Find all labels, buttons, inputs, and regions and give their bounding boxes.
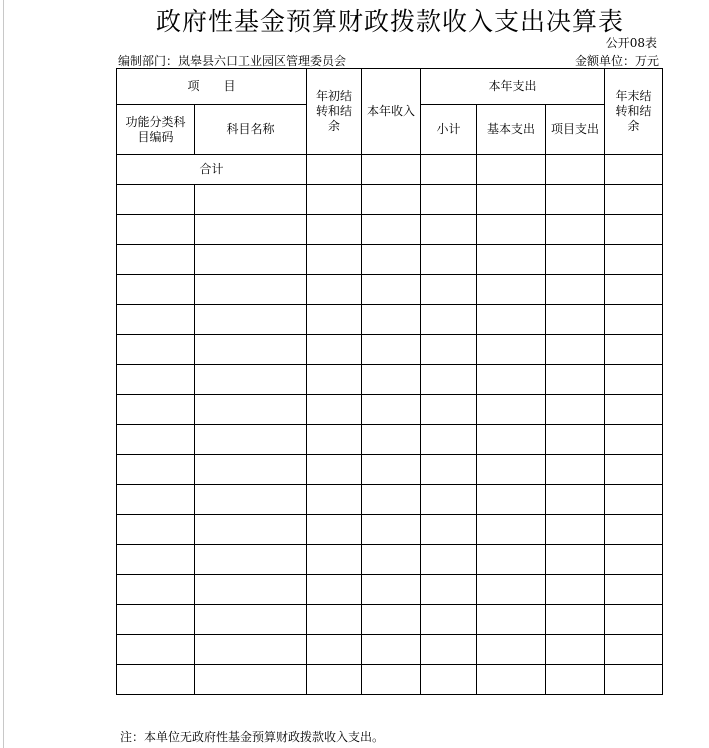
header-begin-balance-text: 年初结转和结余	[316, 89, 353, 133]
table-row	[117, 335, 663, 365]
table-cell	[546, 455, 605, 485]
table-cell	[605, 215, 663, 245]
table-cell	[195, 455, 307, 485]
table-cell	[195, 335, 307, 365]
table-cell	[307, 455, 362, 485]
table-cell	[362, 455, 421, 485]
table-cell	[546, 335, 605, 365]
table-cell	[195, 245, 307, 275]
table-cell	[307, 365, 362, 395]
table-cell	[362, 605, 421, 635]
table-row	[117, 365, 663, 395]
table-cell	[477, 365, 546, 395]
table-cell	[195, 515, 307, 545]
table-cell	[307, 395, 362, 425]
table-cell	[546, 275, 605, 305]
table-cell	[605, 635, 663, 665]
table-cell	[362, 185, 421, 215]
table-cell	[546, 485, 605, 515]
table-cell	[477, 305, 546, 335]
table-cell	[546, 305, 605, 335]
total-cell	[546, 155, 605, 185]
table-cell	[362, 665, 421, 695]
table-cell	[195, 545, 307, 575]
table-cell	[546, 665, 605, 695]
table-cell	[117, 665, 195, 695]
table-cell	[421, 245, 477, 275]
table-cell	[117, 215, 195, 245]
table-cell	[605, 245, 663, 275]
table-cell	[421, 485, 477, 515]
table-row	[117, 575, 663, 605]
table-row	[117, 635, 663, 665]
total-cell	[307, 155, 362, 185]
table-row	[117, 455, 663, 485]
table-cell	[195, 605, 307, 635]
table-cell	[117, 575, 195, 605]
header-basic: 基本支出	[477, 105, 546, 155]
table-cell	[362, 365, 421, 395]
table-cell	[477, 215, 546, 245]
table-cell	[307, 335, 362, 365]
table-cell	[477, 635, 546, 665]
table-cell	[307, 545, 362, 575]
table-cell	[421, 185, 477, 215]
total-row	[117, 155, 663, 185]
table-cell	[477, 545, 546, 575]
header-item: 项 目	[117, 69, 307, 105]
table-cell	[605, 605, 663, 635]
table-cell	[307, 275, 362, 305]
table-cell	[195, 275, 307, 305]
table-row	[117, 485, 663, 515]
table-cell	[195, 485, 307, 515]
header-subtotal: 小计	[421, 105, 477, 155]
table-row	[117, 185, 663, 215]
table-cell	[117, 485, 195, 515]
table-cell	[307, 425, 362, 455]
table-cell	[546, 575, 605, 605]
table-cell	[477, 605, 546, 635]
table-cell	[477, 245, 546, 275]
table-row	[117, 515, 663, 545]
table-cell	[546, 515, 605, 545]
table-cell	[195, 185, 307, 215]
table-cell	[195, 635, 307, 665]
table-cell	[195, 365, 307, 395]
table-cell	[546, 395, 605, 425]
table-cell	[421, 455, 477, 485]
table-cell	[307, 185, 362, 215]
table-cell	[421, 575, 477, 605]
table-cell	[362, 485, 421, 515]
table-row	[117, 215, 663, 245]
table-cell	[477, 485, 546, 515]
table-cell	[421, 635, 477, 665]
table-cell	[605, 575, 663, 605]
table-cell	[477, 455, 546, 485]
table-cell	[477, 575, 546, 605]
total-cell	[421, 155, 477, 185]
header-func-code	[117, 105, 195, 155]
table-cell	[117, 395, 195, 425]
table-cell	[546, 635, 605, 665]
table-cell	[362, 305, 421, 335]
table-cell	[421, 275, 477, 305]
table-cell	[195, 215, 307, 245]
header-end-balance	[605, 69, 663, 155]
budget-table	[116, 68, 663, 695]
table-cell	[195, 395, 307, 425]
table-cell	[605, 425, 663, 455]
table-cell	[362, 545, 421, 575]
header-subject-name: 科目名称	[195, 105, 307, 155]
unit-label: 金额单位：万元	[574, 54, 659, 68]
table-cell	[362, 275, 421, 305]
total-cell	[477, 155, 546, 185]
table-row	[117, 665, 663, 695]
table-cell	[477, 395, 546, 425]
table-cell	[307, 515, 362, 545]
table-cell	[195, 305, 307, 335]
table-cell	[605, 305, 663, 335]
table-cell	[117, 545, 195, 575]
table-cell	[307, 665, 362, 695]
table-cell	[117, 425, 195, 455]
table-cell	[421, 425, 477, 455]
table-row	[117, 425, 663, 455]
total-cell	[605, 155, 663, 185]
table-cell	[605, 275, 663, 305]
table-cell	[546, 425, 605, 455]
table-cell	[546, 215, 605, 245]
table-cell	[307, 215, 362, 245]
table-cell	[362, 575, 421, 605]
department-label: 编制部门：岚皋县六口工业园区管理委员会	[118, 54, 347, 68]
table-cell	[117, 305, 195, 335]
header-func-code-text: 功能分类科目编码	[125, 114, 186, 144]
table-cell	[546, 605, 605, 635]
table-cell	[195, 425, 307, 455]
table-cell	[117, 605, 195, 635]
footnote: 注：本单位无政府性基金预算财政拨款收入支出。	[120, 730, 385, 744]
table-cell	[421, 605, 477, 635]
table-cell	[477, 425, 546, 455]
table-cell	[605, 545, 663, 575]
table-cell	[307, 245, 362, 275]
table-cell	[362, 245, 421, 275]
table-cell	[117, 335, 195, 365]
table-cell	[546, 245, 605, 275]
table-cell	[605, 365, 663, 395]
table-row	[117, 545, 663, 575]
table-cell	[117, 515, 195, 545]
form-number: 公开08表	[605, 36, 657, 50]
table-cell	[195, 575, 307, 605]
table-cell	[117, 365, 195, 395]
table-cell	[546, 185, 605, 215]
table-cell	[421, 395, 477, 425]
table-cell	[477, 335, 546, 365]
table-cell	[477, 275, 546, 305]
table-cell	[421, 545, 477, 575]
header-row-1	[117, 69, 663, 105]
table-cell	[605, 335, 663, 365]
table-cell	[362, 215, 421, 245]
table-cell	[605, 455, 663, 485]
page-title: 政府性基金预算财政拨款收入支出决算表	[155, 7, 624, 36]
table-cell	[362, 395, 421, 425]
table-cell	[195, 665, 307, 695]
table-cell	[477, 515, 546, 545]
table-cell	[307, 605, 362, 635]
header-begin-balance	[307, 69, 362, 155]
table-cell	[307, 305, 362, 335]
table-cell	[546, 545, 605, 575]
table-cell	[117, 185, 195, 215]
table-cell	[362, 335, 421, 365]
page-left-border	[3, 0, 4, 748]
table-row	[117, 605, 663, 635]
header-income: 本年收入	[362, 69, 421, 155]
table-cell	[362, 635, 421, 665]
table-cell	[362, 515, 421, 545]
table-cell	[362, 425, 421, 455]
table-cell	[117, 635, 195, 665]
table-cell	[421, 665, 477, 695]
table-cell	[307, 575, 362, 605]
table-row	[117, 305, 663, 335]
table-row	[117, 275, 663, 305]
table-cell	[117, 455, 195, 485]
header-expenditure: 本年支出	[421, 69, 605, 105]
table-row	[117, 245, 663, 275]
table-cell	[477, 185, 546, 215]
table-cell	[605, 665, 663, 695]
table-cell	[307, 485, 362, 515]
total-label: 合计	[117, 155, 307, 185]
table-cell	[605, 185, 663, 215]
table-row	[117, 395, 663, 425]
table-cell	[546, 365, 605, 395]
header-end-balance-text: 年末结转和结余	[615, 89, 652, 133]
table-cell	[117, 245, 195, 275]
table-cell	[421, 335, 477, 365]
table-cell	[117, 275, 195, 305]
table-cell	[421, 215, 477, 245]
total-cell	[362, 155, 421, 185]
table-cell	[421, 515, 477, 545]
table-cell	[421, 305, 477, 335]
header-project: 项目支出	[546, 105, 605, 155]
table-cell	[307, 635, 362, 665]
table-cell	[605, 515, 663, 545]
table-cell	[605, 395, 663, 425]
table-cell	[421, 365, 477, 395]
table-cell	[605, 485, 663, 515]
table-cell	[477, 665, 546, 695]
